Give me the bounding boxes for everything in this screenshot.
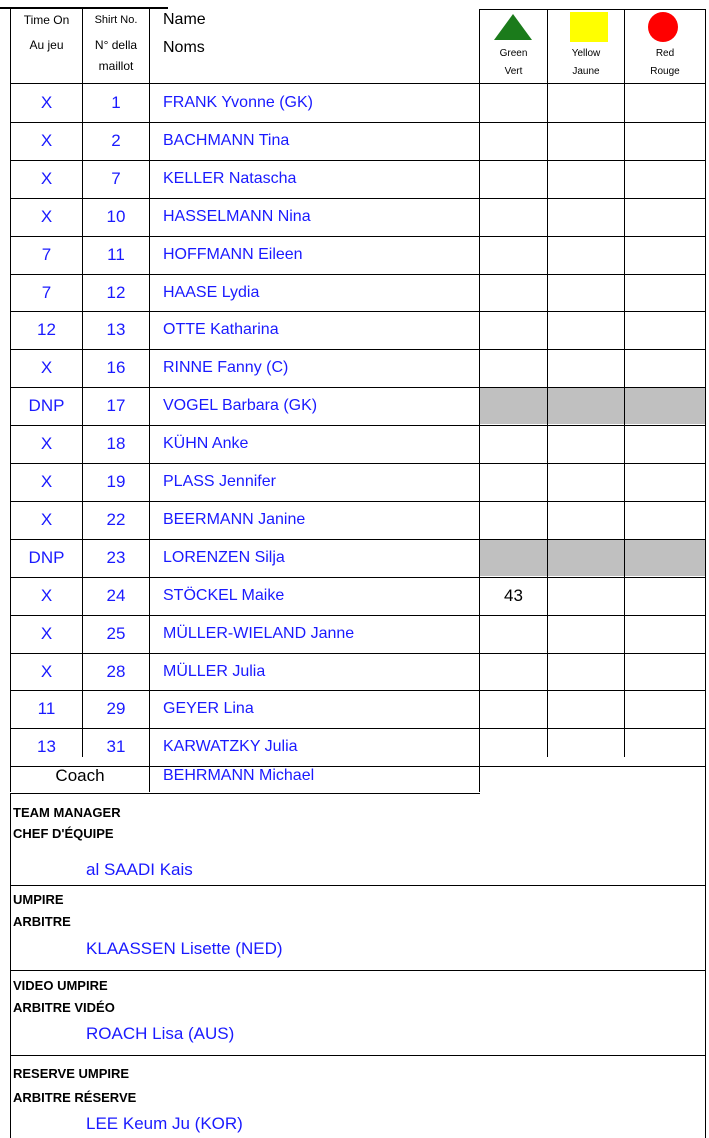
- player-name-cell: MÜLLER-WIELAND Janne: [163, 625, 355, 642]
- player-name-cell: KELLER Natascha: [163, 170, 297, 187]
- reserve-umpire-title-en: RESERVE UMPIRE: [13, 1066, 130, 1081]
- time-on-cell: 7: [41, 283, 52, 302]
- video-umpire-title-en: VIDEO UMPIRE: [13, 978, 108, 993]
- shirt-number-cell: 25: [106, 624, 126, 643]
- grid-line: [705, 757, 706, 1138]
- player-row: [0, 311, 709, 348]
- green-card-cell: [480, 84, 547, 121]
- player-name-cell: RINNE Fanny (C): [163, 359, 289, 376]
- player-row: [0, 122, 709, 159]
- shirt-number-cell: 19: [106, 472, 126, 491]
- time-on-cell: X: [40, 472, 53, 491]
- top-border: [0, 7, 168, 9]
- shirt-number-cell: 16: [106, 358, 126, 377]
- red-card-icon: [648, 12, 678, 42]
- header-vert: Vert: [504, 66, 523, 77]
- umpire-name: KLAASSEN Lisette (NED): [86, 939, 283, 958]
- player-row: [0, 690, 709, 727]
- time-on-cell: X: [40, 131, 53, 150]
- grid-line: [10, 885, 706, 886]
- shirt-number-cell: 23: [106, 548, 126, 567]
- shirt-number-cell: 24: [106, 586, 126, 605]
- umpire-title-fr: ARBITRE: [13, 914, 71, 929]
- player-name-cell: MÜLLER Julia: [163, 663, 266, 680]
- shirt-number-cell: 17: [106, 396, 126, 415]
- header-shirt-no: Shirt No.: [94, 14, 138, 26]
- shirt-number-cell: 28: [106, 662, 126, 681]
- time-on-cell: DNP: [28, 396, 65, 415]
- shaded-card-cell: [625, 388, 705, 424]
- grid-line: [10, 793, 11, 1138]
- green-card-cell: [480, 236, 547, 273]
- header-name: Name: [163, 11, 206, 28]
- green-card-cell: [480, 160, 547, 197]
- green-card-cell: [480, 425, 547, 462]
- time-on-cell: 11: [37, 699, 56, 718]
- shirt-number-cell: 18: [106, 434, 126, 453]
- team-manager-name: al SAADI Kais: [86, 860, 193, 879]
- shirt-number-cell: 10: [106, 207, 126, 226]
- player-name-cell: KARWATZKY Julia: [163, 738, 298, 755]
- player-name-cell: GEYER Lina: [163, 700, 254, 717]
- grid-line: [479, 9, 706, 10]
- time-on-cell: X: [40, 434, 53, 453]
- umpire-title-en: UMPIRE: [13, 892, 64, 907]
- player-row: [0, 198, 709, 235]
- player-name-cell: BEERMANN Janine: [163, 511, 306, 528]
- header-jaune: Jaune: [572, 66, 600, 77]
- time-on-cell: X: [40, 510, 53, 529]
- player-row: [0, 274, 709, 311]
- time-on-cell: DNP: [28, 548, 65, 567]
- time-on-cell: X: [40, 662, 53, 681]
- time-on-cell: X: [40, 358, 53, 377]
- green-card-cell: [480, 349, 547, 386]
- time-on-cell: X: [40, 207, 53, 226]
- player-name-cell: FRANK Yvonne (GK): [163, 94, 313, 111]
- time-on-cell: X: [40, 624, 53, 643]
- shaded-card-cell: [548, 540, 624, 576]
- green-card-icon: [494, 14, 532, 40]
- yellow-card-icon: [570, 12, 608, 42]
- team-manager-title-fr: CHEF D'ÉQUIPE: [13, 826, 114, 841]
- green-card-cell: [480, 653, 547, 690]
- player-name-cell: HAASE Lydia: [163, 284, 260, 301]
- player-name-cell: STÖCKEL Maike: [163, 587, 285, 604]
- grid-line: [10, 793, 480, 794]
- player-name-cell: BACHMANN Tina: [163, 132, 290, 149]
- shirt-number-cell: 12: [106, 283, 126, 302]
- green-card-cell: [480, 311, 547, 348]
- time-on-cell: 7: [41, 245, 52, 264]
- green-card-cell: [480, 198, 547, 235]
- time-on-cell: X: [40, 586, 53, 605]
- time-on-cell: X: [40, 93, 53, 112]
- header-noms: Noms: [163, 39, 205, 56]
- green-card-cell: [480, 122, 547, 159]
- grid-line: [10, 970, 706, 971]
- coach-name: BEHRMANN Michael: [163, 767, 315, 784]
- player-row: [0, 501, 709, 538]
- green-card-cell: [480, 615, 547, 652]
- green-card-cell: [480, 387, 547, 424]
- header-no-della: N° della: [94, 38, 138, 52]
- player-row: [0, 577, 709, 614]
- header-rouge: Rouge: [650, 66, 680, 77]
- shirt-number-cell: 2: [111, 131, 121, 150]
- team-manager-title-en: TEAM MANAGER: [13, 805, 121, 820]
- shirt-number-cell: 13: [106, 320, 126, 339]
- header-au-jeu: Au jeu: [29, 38, 64, 52]
- time-on-cell: 12: [37, 320, 56, 339]
- player-row: [0, 387, 709, 424]
- shirt-number-cell: 29: [106, 699, 126, 718]
- green-card-cell: [480, 463, 547, 500]
- player-name-cell: OTTE Katharina: [163, 321, 279, 338]
- grid-line: [10, 1055, 706, 1056]
- player-name-cell: LORENZEN Silja: [163, 549, 285, 566]
- video-umpire-title-fr: ARBITRE VIDÉO: [13, 1000, 115, 1015]
- reserve-umpire-title-fr: ARBITRE RÉSERVE: [13, 1090, 137, 1105]
- player-name-cell: PLASS Jennifer: [163, 473, 276, 490]
- shirt-number-cell: 11: [107, 245, 125, 264]
- reserve-umpire-name: LEE Keum Ju (KOR): [86, 1114, 243, 1133]
- player-row: [0, 653, 709, 690]
- coach-row: [0, 757, 709, 794]
- player-name-cell: VOGEL Barbara (GK): [163, 397, 318, 414]
- player-row: [0, 84, 709, 121]
- shaded-card-cell: [625, 540, 705, 576]
- green-card-cell: [480, 501, 547, 538]
- player-name-cell: HASSELMANN Nina: [163, 208, 311, 225]
- player-row: [0, 160, 709, 197]
- time-on-cell: X: [40, 169, 53, 188]
- video-umpire-name: ROACH Lisa (AUS): [86, 1024, 235, 1043]
- header-maillot: maillot: [98, 59, 134, 73]
- player-name-cell: KÜHN Anke: [163, 435, 249, 452]
- player-name-cell: HOFFMANN Eileen: [163, 246, 303, 263]
- shirt-number-cell: 22: [106, 510, 126, 529]
- player-row: [0, 615, 709, 652]
- shirt-number-cell: 7: [111, 169, 121, 188]
- player-row: [0, 236, 709, 273]
- time-on-cell: 13: [37, 737, 56, 756]
- header-yellow: Yellow: [571, 48, 601, 59]
- green-card-cell: [480, 690, 547, 727]
- shaded-card-cell: [548, 388, 624, 424]
- green-card-cell: [480, 274, 547, 311]
- header-time-on: Time On: [23, 13, 70, 27]
- header-red: Red: [655, 48, 675, 59]
- green-card-cell: 43: [504, 586, 523, 605]
- player-row: [0, 425, 709, 462]
- green-card-cell: [480, 539, 547, 576]
- shirt-number-cell: 31: [106, 737, 126, 756]
- player-row: [0, 349, 709, 386]
- shirt-number-cell: 1: [111, 93, 121, 112]
- coach-label: Coach: [55, 766, 105, 785]
- header-green: Green: [499, 48, 528, 59]
- player-row: [0, 539, 709, 576]
- player-row: [0, 463, 709, 500]
